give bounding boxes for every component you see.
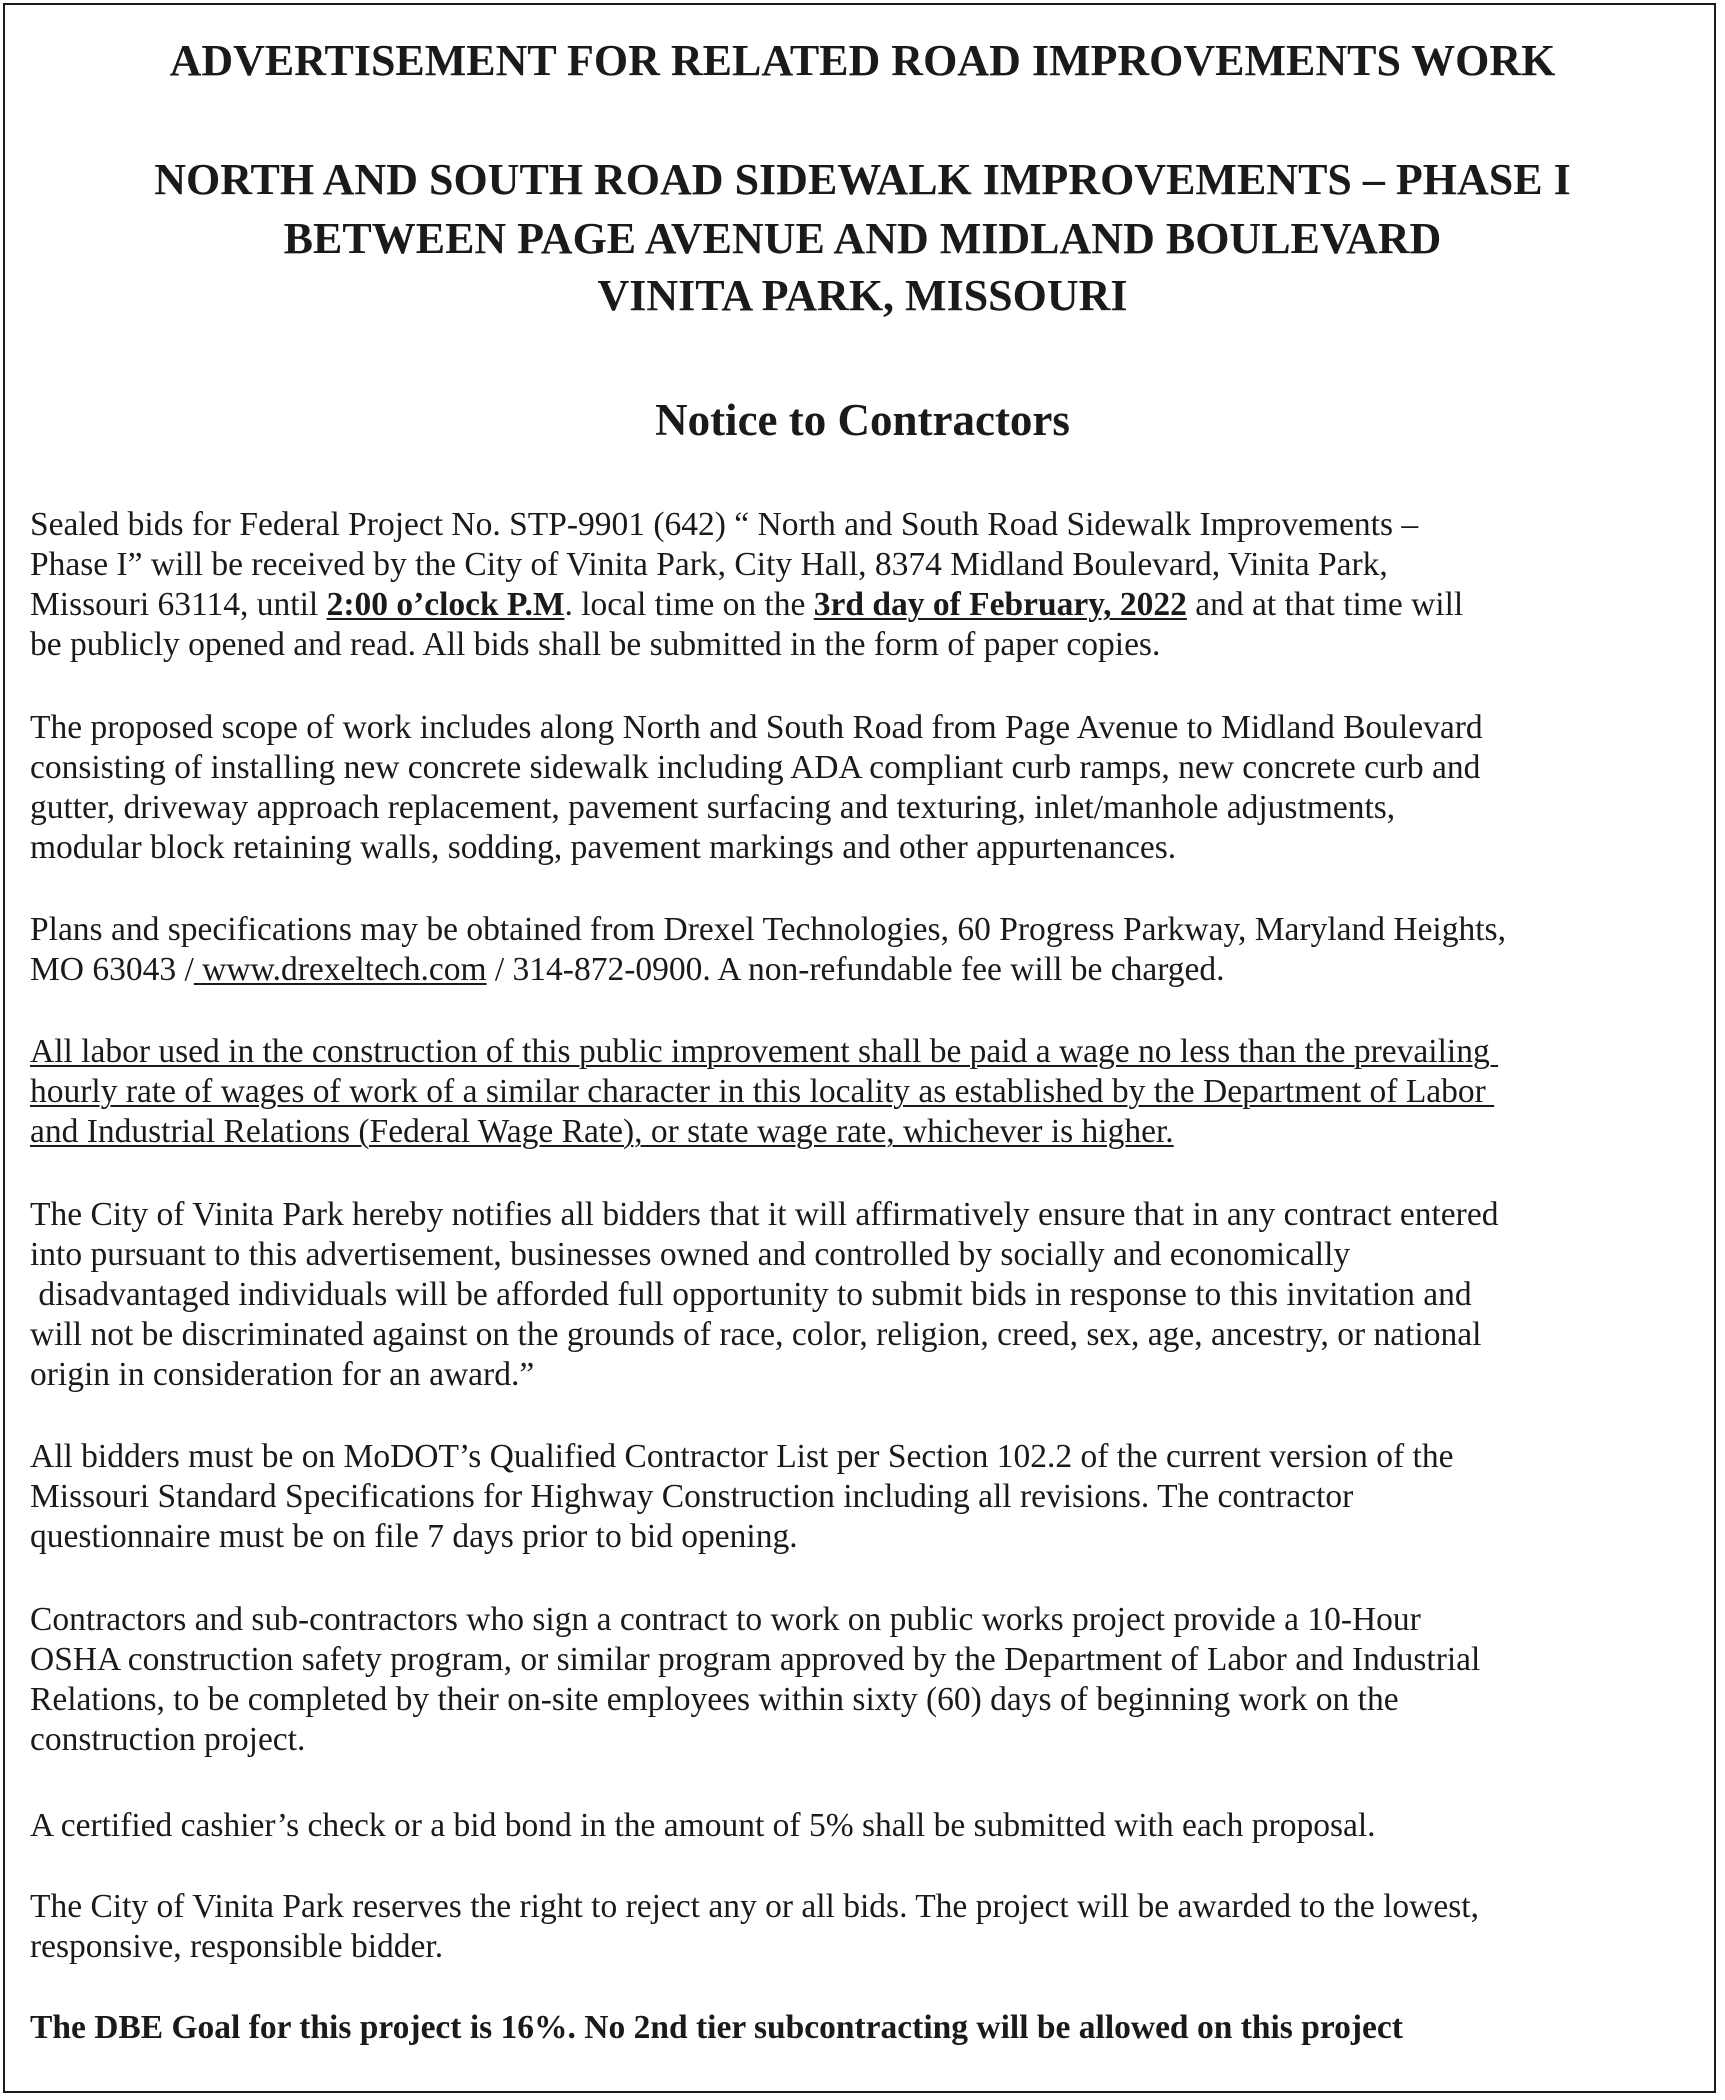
notice-subtitle: Notice to Contractors bbox=[655, 395, 1070, 445]
dbe-notice-paragraph: The City of Vinita Park hereby notifies all bidders that it will affirmatively ensure that in any contract entered into pursuant to this advertisement, businesses owned and controlled by socially and economically disadvantaged individuals will be afforded full opportunity to submit bids in response to this invitation and will not be discriminated against on the grounds of race, color, religion, creed, sex, age, ancestry, or national origin in consideration for an award.” bbox=[30, 1196, 1499, 1393]
dbe-goal-paragraph: The DBE Goal for this project is 16%. No 2nd tier subcontracting will be allowed on this project bbox=[30, 2009, 1403, 2046]
project-title: NORTH AND SOUTH ROAD SIDEWALK IMPROVEMENTS – PHASE I bbox=[154, 155, 1571, 204]
bids-paragraph: Sealed bids for Federal Project No. STP-9901 (642) “ North and South Road Sidewalk Improvements – Phase I” will be received by the City of Vinita Park, City Hall, 8374 Midland Boulevard, Vinita Park, Missouri 63114, until 2:00 o’clock P.M. local time on the 3rd day of February, 2022 and at that time will be publicly opened and read. All bids shall be submitted in the form of paper copies. bbox=[30, 506, 1464, 663]
project-location: VINITA PARK, MISSOURI bbox=[597, 271, 1128, 320]
advertisement-title: ADVERTISEMENT FOR RELATED ROAD IMPROVEMENTS WORK bbox=[169, 36, 1556, 85]
bid-deadline-date: 3rd day of February, 2022 bbox=[813, 586, 1187, 623]
scope-paragraph: The proposed scope of work includes along North and South Road from Page Avenue to Midland Boulevard consisting of installing new concrete sidewalk including ADA compliant curb ramps, new concrete curb and gutter, driveway approach replacement, pavement surfacing and texturing, inlet/manhole adjustments, modular block retaining walls, sodding, pavement markings and other appurtenances. bbox=[30, 709, 1483, 866]
osha-paragraph: Contractors and sub-contractors who sign a contract to work on public works project provide a 10-Hour OSHA construction safety program, or similar program approved by the Department of Labor and Industrial Relations, to be completed by their on-site employees within sixty (60) days of beginning work on the construction project. bbox=[30, 1601, 1481, 1758]
plans-paragraph: Plans and specifications may be obtained from Drexel Technologies, 60 Progress Parkway, Maryland Heights, MO 63043 / www.drexeltech.com / 314-872-0900. A non-refundable fee will be charged. bbox=[30, 911, 1506, 988]
bid-deadline-time: 2:00 o’clock P.M bbox=[326, 586, 565, 623]
bid-bond-paragraph: A certified cashier’s check or a bid bond in the amount of 5% shall be submitted with each proposal. bbox=[30, 1807, 1376, 1844]
drexeltech-link[interactable]: www.drexeltech.com bbox=[193, 951, 487, 988]
project-limits: BETWEEN PAGE AVENUE AND MIDLAND BOULEVARD bbox=[283, 214, 1442, 263]
reserve-rights-paragraph: The City of Vinita Park reserves the right to reject any or all bids. The project will be awarded to the lowest, responsive, responsible bidder. bbox=[30, 1888, 1479, 1965]
modot-paragraph: All bidders must be on MoDOT’s Qualified Contractor List per Section 102.2 of the current version of the Missouri Standard Specifications for Highway Construction including all revisions. The contractor questionnaire must be on file 7 days prior to bid opening. bbox=[30, 1438, 1454, 1555]
wage-paragraph: All labor used in the construction of this public improvement shall be paid a wage no less than the prevailing hourly rate of wages of work of a similar character in this locality as established by the Department of Labor and Industrial Relations (Federal Wage Rate), or state wage rate, whichever is higher. bbox=[30, 1033, 1499, 1150]
